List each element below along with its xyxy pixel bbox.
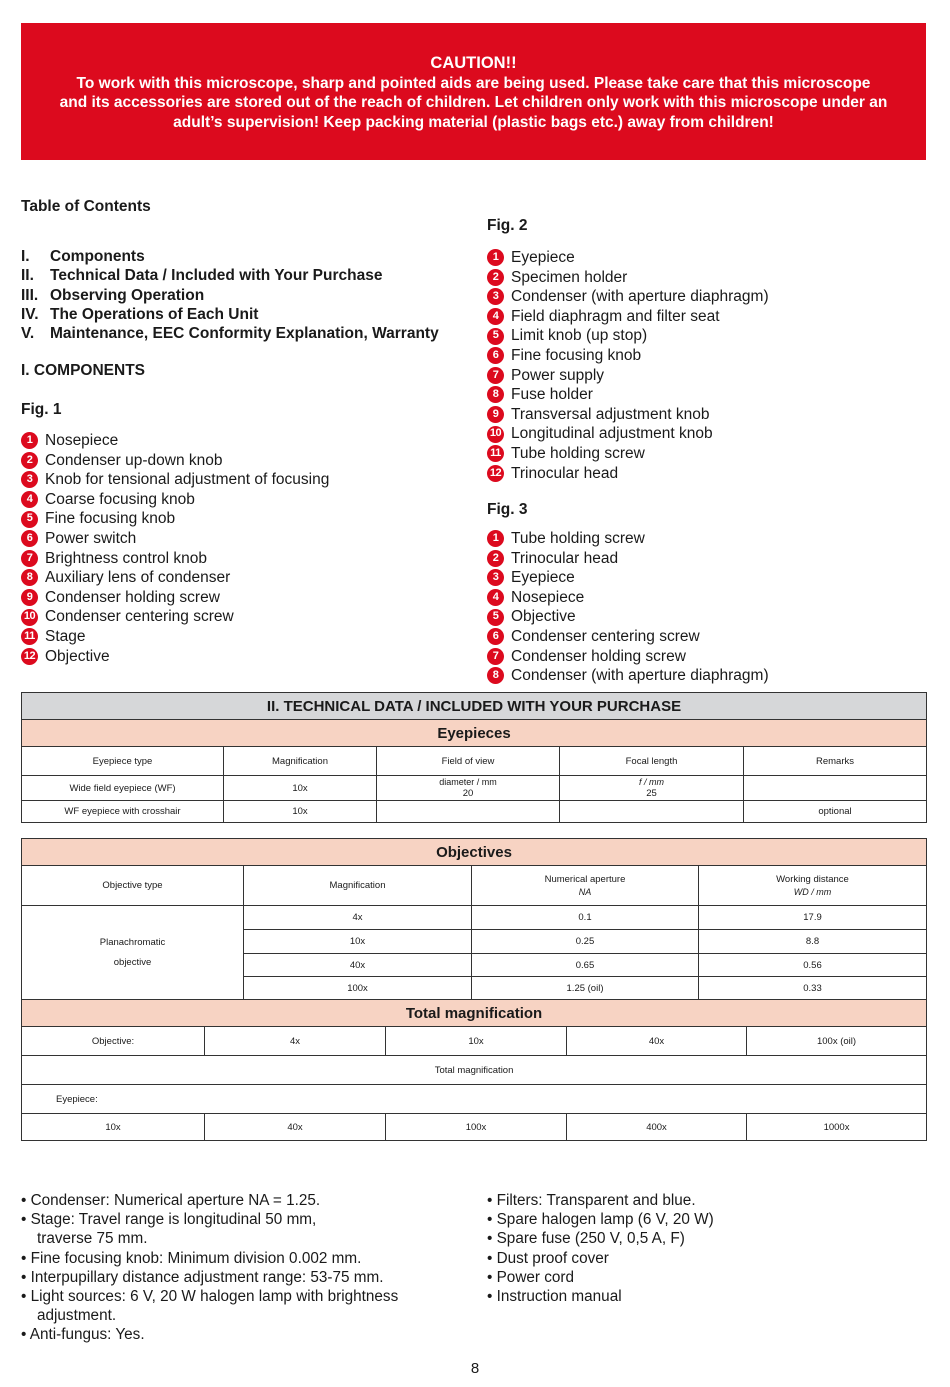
table-cell: 40x [567,1027,747,1056]
list-item-label: Power switch [45,529,137,547]
list-item: • Stage: Travel range is longitudinal 50 mm, [21,1211,317,1229]
toc-item [21,248,439,267]
fig1-title: Fig. 1 [21,401,62,418]
toc-label: Maintenance, EEC Conformity Explanation, Warranty [50,325,439,343]
table-cell: 0.65 [472,954,699,977]
number-badge: 7 [487,367,504,384]
list-item: • Dust proof cover [487,1249,609,1267]
list-item [487,627,769,647]
table-cell: 10x [244,930,472,954]
fig2-list [487,248,769,483]
list-item-label: Objective [45,647,110,665]
list-item: traverse 75 mm. [37,1230,148,1248]
list-item [21,549,329,569]
list-item-label: Specimen holder [511,268,628,286]
table-cell: 10x [224,801,377,823]
number-badge: 10 [21,609,38,626]
table-subheader: diameter / mm [439,777,497,787]
number-badge: 1 [487,249,504,266]
number-badge: 6 [21,530,38,547]
list-item-label: Stage [45,627,86,645]
list-item-label: Tube holding screw [511,530,645,547]
objectives-table [21,838,927,1000]
list-item [487,424,769,444]
table-cell: 40x [244,954,472,977]
list-item-label: Trinocular head [511,549,619,567]
list-item: • Spare fuse (250 V, 0,5 A, F) [487,1230,685,1248]
number-badge: 4 [487,589,504,606]
table-cell: 10x [224,776,377,801]
table-header: Eyepiece type [22,747,224,776]
table-cell: 1000x [747,1114,927,1141]
number-badge: 4 [21,491,38,508]
list-item: • Power cord [487,1268,574,1286]
list-item [21,647,329,667]
list-item [21,568,329,588]
list-item-label: Knob for tensional adjustment of focusing [45,471,330,489]
caution-banner [21,23,926,160]
caution-title: CAUTION!! [430,54,517,72]
toc-label: Observing Operation [50,286,205,304]
number-badge: 10 [487,426,504,443]
number-badge: 8 [487,667,504,684]
list-item: • Spare halogen lamp (6 V, 20 W) [487,1211,714,1229]
toc-number: II. [21,267,34,285]
list-item-label: Limit knob (up stop) [511,327,648,345]
number-badge: 12 [21,648,38,665]
toc-item [21,306,439,325]
number-badge: 6 [487,628,504,645]
list-item [487,666,769,686]
list-item-label: Coarse focusing knob [45,490,195,508]
table-subheader: NA [578,887,592,897]
table-cell: 100x [386,1114,567,1141]
number-badge: 11 [21,628,38,645]
table-cell [377,801,560,823]
list-item-label: Objective [511,608,576,626]
total-label: Total magnification [22,1056,927,1085]
list-item [487,444,769,464]
specs-left-list [21,1191,398,1345]
table-cell: 10x [386,1027,567,1056]
list-item [487,268,769,288]
number-badge: 2 [487,550,504,567]
total-title: Total magnification [22,1000,927,1027]
page-number: 8 [470,1360,480,1377]
table-cell: 400x [567,1114,747,1141]
list-item: adjustment. [37,1307,117,1325]
list-item [487,248,769,268]
toc-label: Technical Data / Included with Your Purchase [50,267,383,285]
table-cell: 1.25 (oil) [472,977,699,1000]
table-header: Remarks [744,747,927,776]
caution-line: To work with this microscope, sharp and pointed aids are being used. Please take care that this microscope [76,74,871,92]
toc-item [21,325,439,344]
number-badge: 9 [21,589,38,606]
list-item [21,529,329,549]
number-badge: 7 [21,550,38,567]
list-item [21,588,329,608]
table-cell: 0.33 [699,977,927,1000]
table-header: Field of view [377,747,560,776]
list-item [487,326,769,346]
list-item [487,287,769,307]
list-item [21,470,329,490]
total-magnification-table [21,999,927,1141]
list-item [21,431,329,451]
toc-item [21,287,439,306]
components-heading: I. COMPONENTS [21,362,146,379]
number-badge: 12 [487,465,504,482]
table-subheader: WD / mm [793,887,832,897]
specs-right-list [487,1191,714,1306]
table-header: Objective type [22,866,244,906]
toc-number: V. [21,325,35,343]
number-badge: 5 [21,511,38,528]
table-cell: 100x [244,977,472,1000]
list-item-label: Longitudinal adjustment knob [511,425,713,443]
fig3-title: Fig. 3 [487,501,528,518]
list-item [487,464,769,484]
list-item-label: Eyepiece [511,249,575,266]
number-badge: 3 [21,471,38,488]
objective-label: Objective: [22,1027,205,1056]
table-cell: 4x [205,1027,386,1056]
toc-list [21,248,439,344]
list-item [487,647,769,667]
toc-title: Table of Contents [21,198,151,215]
list-item-label: Fine focusing knob [45,510,176,528]
list-item-label: Trinocular head [511,464,619,482]
table-cell: 40x [205,1114,386,1141]
number-badge: 1 [487,530,504,547]
list-item [487,607,769,627]
fig2-title: Fig. 2 [487,217,528,234]
list-item: • Filters: Transparent and blue. [487,1192,696,1209]
toc-number: III. [21,286,39,304]
list-item: • Anti-fungus: Yes. [21,1326,145,1344]
list-item-label: Condenser centering screw [45,608,234,626]
table-cell: WF eyepiece with crosshair [22,801,224,823]
table-header: Magnification [244,866,472,906]
table-cell: 8.8 [699,930,927,954]
list-item-label: Auxiliary lens of condenser [45,569,231,587]
toc-label: The Operations of Each Unit [50,305,259,323]
list-item-label: Condenser holding screw [511,647,686,665]
list-item [487,588,769,608]
table-cell: 0.1 [472,906,699,930]
table-header: Focal length [560,747,744,776]
list-item [487,307,769,327]
list-item-label: Fine focusing knob [511,346,642,364]
caution-line: adult’s supervision! Keep packing material (plastic bags etc.) away from children! [173,113,774,131]
table-header: Magnification [224,747,377,776]
table-header: Numerical aperture NA [472,866,699,906]
list-item [21,451,329,471]
toc-number: I. [21,248,30,265]
list-item: • Interpupillary distance adjustment range: 53-75 mm. [21,1268,384,1286]
number-badge: 2 [487,269,504,286]
table-cell: diameter / mm 20 [377,776,560,801]
toc-item [21,267,439,286]
list-item-label: Condenser (with aperture diaphragm) [511,667,769,685]
table-cell: 4x [244,906,472,930]
number-badge: 11 [487,445,504,462]
number-badge: 3 [487,569,504,586]
list-item [487,346,769,366]
table-cell: 0.25 [472,930,699,954]
table-cell: 0.56 [699,954,927,977]
table-header: Working distance WD / mm [699,866,927,906]
list-item-label: Condenser up-down knob [45,451,223,469]
table-cell: 100x (oil) [747,1027,927,1056]
list-item [487,385,769,405]
eyepieces-table [21,692,927,823]
number-badge: 2 [21,452,38,469]
table-cell [744,776,927,801]
list-item [21,627,329,647]
fig1-list [21,431,329,666]
table-cell: 17.9 [699,906,927,930]
list-item: • Condenser: Numerical aperture NA = 1.25. [21,1192,321,1209]
list-item-label: Condenser (with aperture diaphragm) [511,288,769,306]
list-item-label: Nosepiece [511,588,585,606]
table-cell: Wide field eyepiece (WF) [22,776,224,801]
list-item: • Instruction manual [487,1288,622,1306]
number-badge: 7 [487,648,504,665]
list-item: • Light sources: 6 V, 20 W halogen lamp with brightness [21,1288,399,1306]
toc-number: IV. [21,305,39,323]
list-item-label: Power supply [511,366,605,384]
list-item-label: Field diaphragm and filter seat [511,307,720,325]
tech-heading: II. TECHNICAL DATA / INCLUDED WITH YOUR PURCHASE [22,693,927,720]
list-item-label: Tube holding screw [511,444,645,462]
eyepieces-title: Eyepieces [22,720,927,747]
list-item [487,568,769,588]
table-subheader: f / mm [639,777,664,787]
objectives-title: Objectives [22,839,927,866]
list-item-label: Transversal adjustment knob [511,405,710,423]
caution-line: and its accessories are stored out of the reach of children. Let children only work with this microscope under an [59,94,888,111]
list-item: • Fine focusing knob: Minimum division 0.002 mm. [21,1249,362,1267]
list-item [487,366,769,386]
list-item-label: Brightness control knob [45,549,207,567]
list-item [21,607,329,627]
list-item [487,529,769,549]
list-item [487,549,769,569]
number-badge: 8 [487,386,504,403]
eyepiece-label: Eyepiece: [22,1085,927,1114]
table-cell: f / mm 25 [560,776,744,801]
list-item-label: Condenser holding screw [45,588,220,606]
objective-type-cell: Planachromatic objective [22,906,244,1000]
list-item-label: Fuse holder [511,386,593,404]
list-item [21,509,329,529]
list-item-label: Nosepiece [45,432,119,449]
number-badge: 5 [487,609,504,626]
number-badge: 4 [487,308,504,325]
table-cell: 10x [22,1114,205,1141]
list-item-label: Eyepiece [511,569,575,587]
list-item [487,405,769,425]
number-badge: 1 [21,432,38,449]
number-badge: 3 [487,288,504,305]
number-badge: 6 [487,347,504,364]
number-badge: 9 [487,406,504,423]
number-badge: 5 [487,328,504,345]
list-item-label: Condenser centering screw [511,627,700,645]
number-badge: 8 [21,569,38,586]
list-item [21,490,329,510]
toc-label: Components [50,248,145,265]
table-cell: optional [744,801,927,823]
fig3-list [487,529,769,686]
table-cell [560,801,744,823]
